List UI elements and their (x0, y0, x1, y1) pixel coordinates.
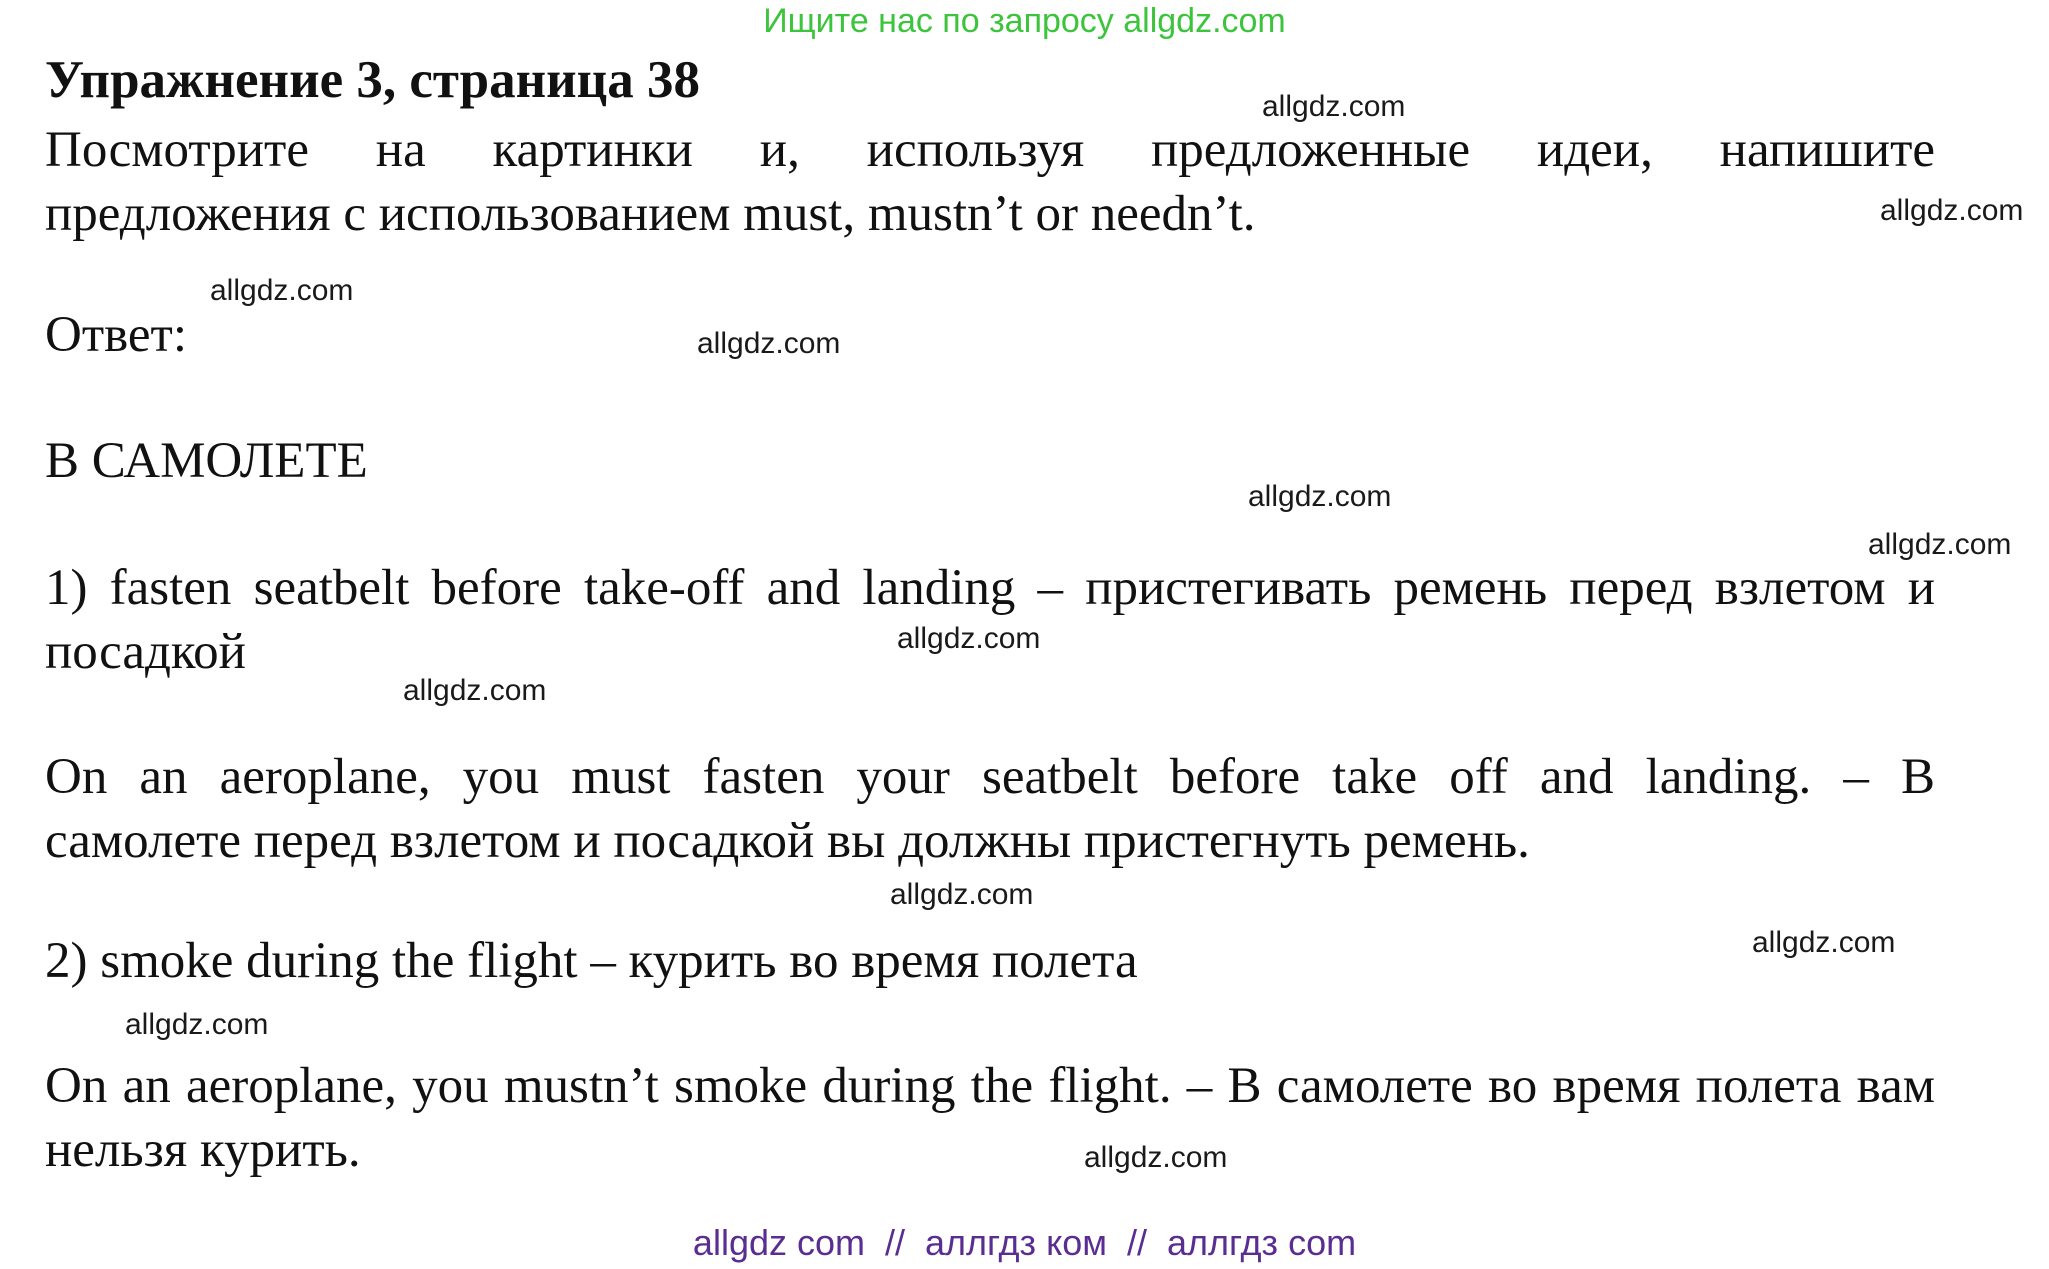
item-prompt-2: 2) smoke during the flight – курить во время полета (45, 933, 1138, 989)
exercise-instruction (45, 118, 1935, 246)
item-prompt-1: 1) fasten seatbelt before take-off and landing – пристегивать ремень перед взлетом и посадкой (45, 560, 1935, 680)
watermark: allgdz.com (125, 1008, 269, 1041)
example-1-line-2: самолете перед взлетом и посадкой вы должны пристегнуть ремень. (45, 813, 1530, 869)
watermark: allgdz.com (1084, 1141, 1228, 1174)
answer-label: Ответ: (45, 307, 187, 363)
footer-banner[interactable]: allgdz com // аллгдз ком // аллгдз com (692, 1222, 1357, 1263)
exercise-title: Упражнение 3, страница 38 (45, 51, 700, 109)
instruction-line-2: предложения с использованием must, mustn’t or needn’t. (45, 186, 1256, 242)
watermark: allgdz.com (403, 674, 547, 707)
example-1-line-1: On an aeroplane, you must fasten your seatbelt before take off and landing. – В (45, 749, 1935, 805)
watermark: allgdz.com (1752, 926, 1896, 959)
item-example-2: On an aeroplane, you mustn’t smoke during the flight. – В самолете во время полета вам нельзя курить. (45, 1058, 1935, 1178)
watermark: allgdz.com (1248, 480, 1392, 513)
watermark: allgdz.com (897, 622, 1041, 655)
watermark: allgdz.com (890, 878, 1034, 911)
watermark: allgdz.com (210, 274, 354, 307)
watermark: allgdz.com (1868, 528, 2012, 561)
watermark: allgdz.com (1880, 194, 2024, 227)
watermark: allgdz.com (697, 327, 841, 360)
section-heading: В САМОЛЕТЕ (45, 433, 368, 489)
header-banner[interactable]: Ищите нас по запросу allgdz.com (763, 2, 1286, 40)
instruction-line-1: Посмотрите на картинки и, используя предложенные идеи, напишите (45, 122, 1935, 178)
watermark: allgdz.com (1262, 90, 1406, 123)
item-example-1 (45, 745, 1935, 873)
